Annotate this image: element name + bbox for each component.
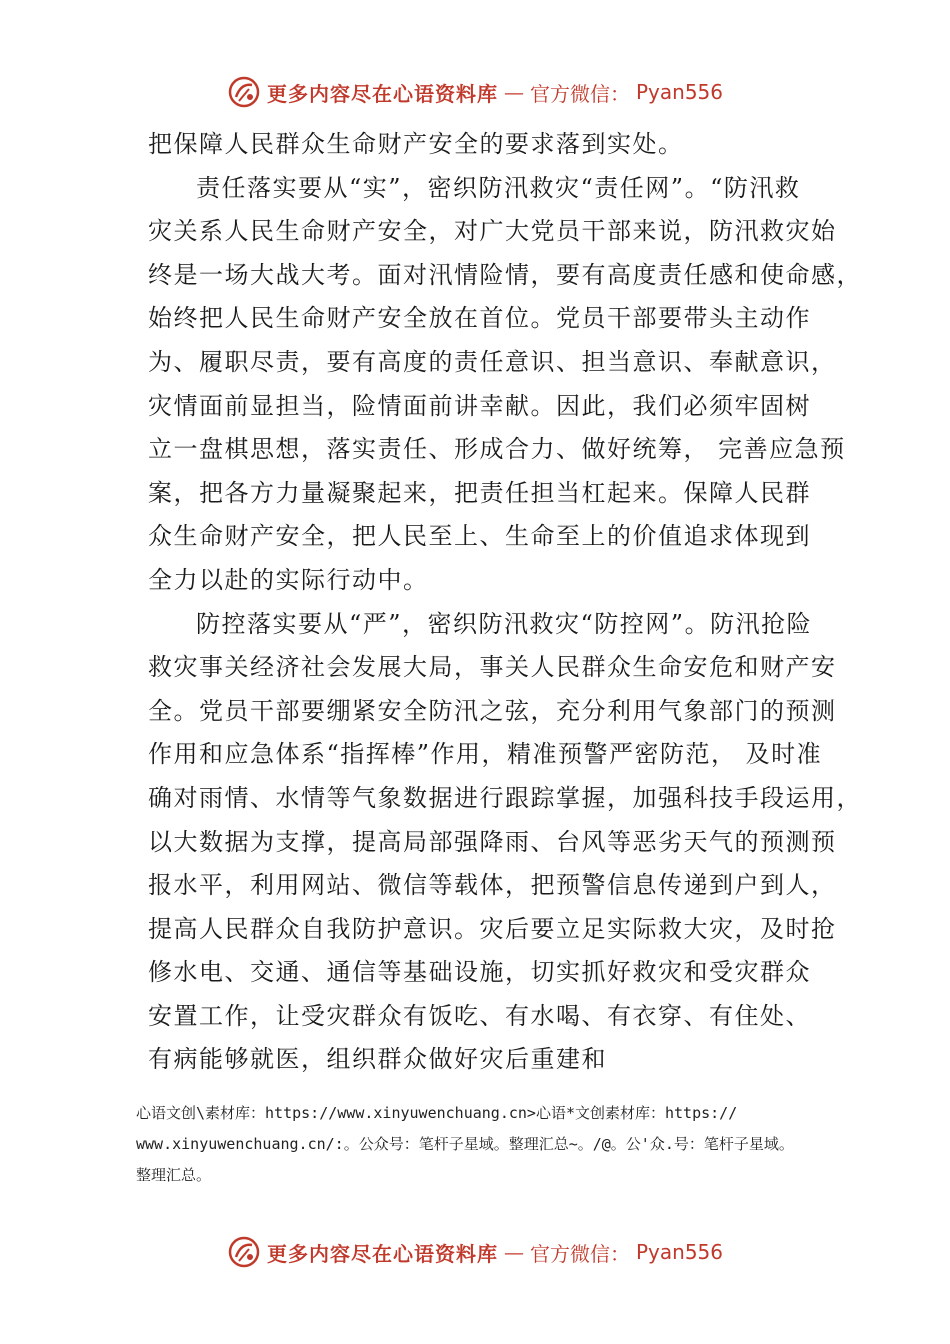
paragraph-line: 修水电、交通、通信等基础设施，切实抓好救灾和受灾群众 xyxy=(148,958,811,987)
paragraph-line: 众生命财产安全，把人民至上、生命至上的价值追求体现到 xyxy=(148,522,811,551)
banner-wechat-id: Pyan556 xyxy=(635,1240,723,1264)
paragraph-line: 报水平，利用网站、微信等载体，把预警信息传递到户到人， xyxy=(148,871,837,900)
paragraph-line: 为、履职尽责，要有高度的责任意识、担当意识、奉献意识， xyxy=(148,347,837,376)
paragraph-line: 有病能够就医，组织群众做好灾后重建和 xyxy=(148,1045,607,1074)
seal-logo-icon xyxy=(227,1235,261,1269)
header-banner xyxy=(0,72,950,112)
banner-wechat-label: 官方微信： xyxy=(529,81,630,106)
paragraph-line: 救灾事关经济社会发展大局，事关人民群众生命安危和财产安 xyxy=(148,653,837,682)
banner-separator: — xyxy=(503,80,524,104)
paragraph-line: 提高人民群众自我防护意识。灾后要立足实际救大灾，及时抢 xyxy=(148,914,837,943)
document-body xyxy=(148,123,862,1082)
footer-note-line: 心语文创\素材库：https://www.xinyuwenchuang.cn>心语*文创素材库：https:// xyxy=(136,1104,738,1122)
paragraph-line: 责任落实要从“实”，密织防汛救灾“责任网”。“防汛救 xyxy=(196,173,801,202)
seal-logo-icon xyxy=(227,75,261,109)
banner-wechat-id: Pyan556 xyxy=(635,80,723,104)
paragraph-line: 把保障人民群众生命财产安全的要求落到实处。 xyxy=(148,130,684,158)
paragraph-line: 全。党员干部要绷紧安全防汛之弦，充分利用气象部门的预测 xyxy=(148,696,837,725)
paragraph-line: 灾关系人民生命财产安全，对广大党员干部来说，防汛救灾始 xyxy=(148,217,837,246)
paragraph-line: 始终把人民生命财产安全放在首位。党员干部要带头主动作 xyxy=(148,304,811,333)
paragraph-line: 安置工作，让受灾群众有饭吃、有水喝、有衣穿、有住处、 xyxy=(148,1001,811,1030)
paragraph-line: 立一盘棋思想，落实责任、形成合力、做好统筹， 完善应急预 xyxy=(148,435,846,464)
paragraph-line: 案，把各方力量凝聚起来，把责任担当杠起来。保障人民群 xyxy=(148,478,811,507)
paragraph-line: 全力以赴的实际行动中。 xyxy=(148,565,429,594)
paragraph-line: 终是一场大战大考。面对汛情险情，要有高度责任感和使命感， xyxy=(148,260,862,289)
paragraph-line: 确对雨情、水情等气象数据进行跟踪掌握，加强科技手段运用， xyxy=(148,783,862,812)
paragraph-line: 作用和应急体系“指挥棒”作用，精准预警严密防范， 及时准 xyxy=(148,740,823,769)
footer-note-line: 整理汇总。 xyxy=(136,1166,212,1184)
paragraph-line: 灾情面前显担当，险情面前讲幸献。因此，我们必须牢固树 xyxy=(148,391,811,420)
banner-separator: — xyxy=(503,1240,524,1264)
footer-banner xyxy=(0,1232,950,1272)
paragraph-line: 防控落实要从“严”，密织防汛救灾“防控网”。防汛抢险 xyxy=(196,609,813,638)
footer-note xyxy=(136,1098,856,1191)
footer-note-line: www.xinyuwenchuang.cn/:。公众号：笔杆子星域。整理汇总~。/@。公'众.号：笔杆子星域。 xyxy=(136,1135,794,1153)
banner-title: 更多内容尽在心语资料库 xyxy=(266,1241,498,1266)
paragraph-line: 以大数据为支撑，提高局部强降雨、台风等恶劣天气的预测预 xyxy=(148,827,837,856)
banner-title: 更多内容尽在心语资料库 xyxy=(266,81,498,106)
banner-wechat-label: 官方微信： xyxy=(529,1241,630,1266)
